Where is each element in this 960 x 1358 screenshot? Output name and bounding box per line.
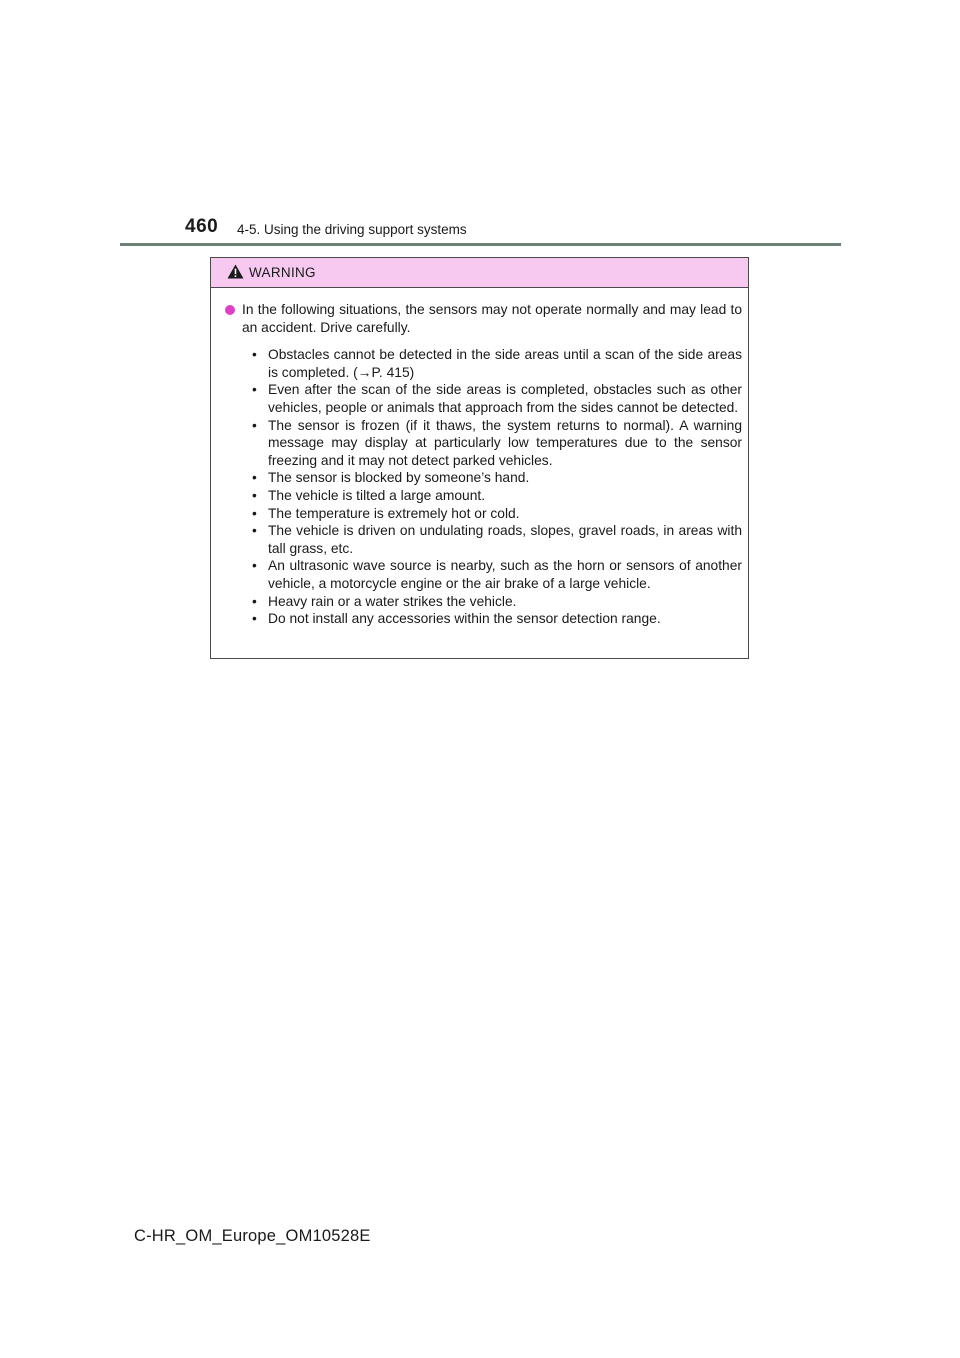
list-item bbox=[242, 557, 742, 592]
list-item bbox=[242, 417, 742, 470]
bullet-dot-icon: • bbox=[252, 611, 257, 627]
list-item-text: The temperature is extremely hot or cold. bbox=[268, 505, 520, 521]
list-item-text: An ultrasonic wave source is nearby, such as the horn or sensors of another vehicle, a motorcycle engine or the air brake of a large vehicle. bbox=[268, 558, 742, 591]
list-item-text: Do not install any accessories within the sensor detection range. bbox=[268, 611, 661, 627]
list-item-text: Heavy rain or a water strikes the vehicle. bbox=[268, 593, 517, 609]
list-item-text: The sensor is blocked by someone’s hand. bbox=[268, 470, 530, 486]
list-item-text: Obstacles cannot be detected in the side areas until a scan of the side areas is completed. (→P. 415) bbox=[268, 347, 742, 380]
bullet-dot-icon: • bbox=[252, 505, 257, 521]
page-header bbox=[185, 216, 705, 244]
bullet-dot-icon: • bbox=[252, 558, 257, 574]
warning-item-list bbox=[223, 346, 742, 628]
bullet-dot-icon: • bbox=[252, 347, 257, 363]
bullet-dot-icon: • bbox=[252, 593, 257, 609]
warning-lead bbox=[223, 301, 742, 336]
list-item bbox=[242, 346, 742, 381]
warning-header bbox=[211, 258, 748, 288]
header-divider bbox=[120, 243, 841, 246]
warning-body bbox=[211, 288, 748, 628]
bullet-dot-icon: • bbox=[252, 523, 257, 539]
bullet-circle-icon bbox=[225, 305, 235, 315]
warning-label: WARNING bbox=[249, 265, 316, 280]
warning-triangle-icon bbox=[227, 264, 244, 279]
list-item bbox=[242, 487, 742, 505]
warning-lead-text: In the following situations, the sensors may not operate normally and may lead to an accident. Drive carefully. bbox=[242, 302, 742, 335]
list-item bbox=[242, 610, 742, 628]
list-item-text: The vehicle is driven on undulating roads, slopes, gravel roads, in areas with tall grass, etc. bbox=[268, 523, 742, 556]
bullet-dot-icon: • bbox=[252, 382, 257, 398]
bullet-dot-icon: • bbox=[252, 417, 257, 433]
list-item bbox=[242, 505, 742, 523]
list-item bbox=[242, 522, 742, 557]
list-item-text: The sensor is frozen (if it thaws, the system returns to normal). A warning message may display at particularly low temperatures due to the sensor freezing and it may not detect parked vehicles. bbox=[268, 417, 742, 468]
list-item-text: The vehicle is tilted a large amount. bbox=[268, 487, 486, 503]
bullet-dot-icon: • bbox=[252, 487, 257, 503]
list-item bbox=[242, 469, 742, 487]
page-number: 460 bbox=[185, 216, 219, 237]
list-item bbox=[242, 593, 742, 611]
section-title: 4-5. Using the driving support systems bbox=[237, 222, 467, 237]
warning-box bbox=[210, 257, 749, 659]
bullet-dot-icon: • bbox=[252, 470, 257, 486]
footer-doc-code: C-HR_OM_Europe_OM10528E bbox=[134, 1227, 371, 1245]
list-item bbox=[242, 381, 742, 416]
list-item-text: Even after the scan of the side areas is completed, obstacles such as other vehicles, people or animals that approach from the sides cannot be detected. bbox=[268, 382, 742, 415]
